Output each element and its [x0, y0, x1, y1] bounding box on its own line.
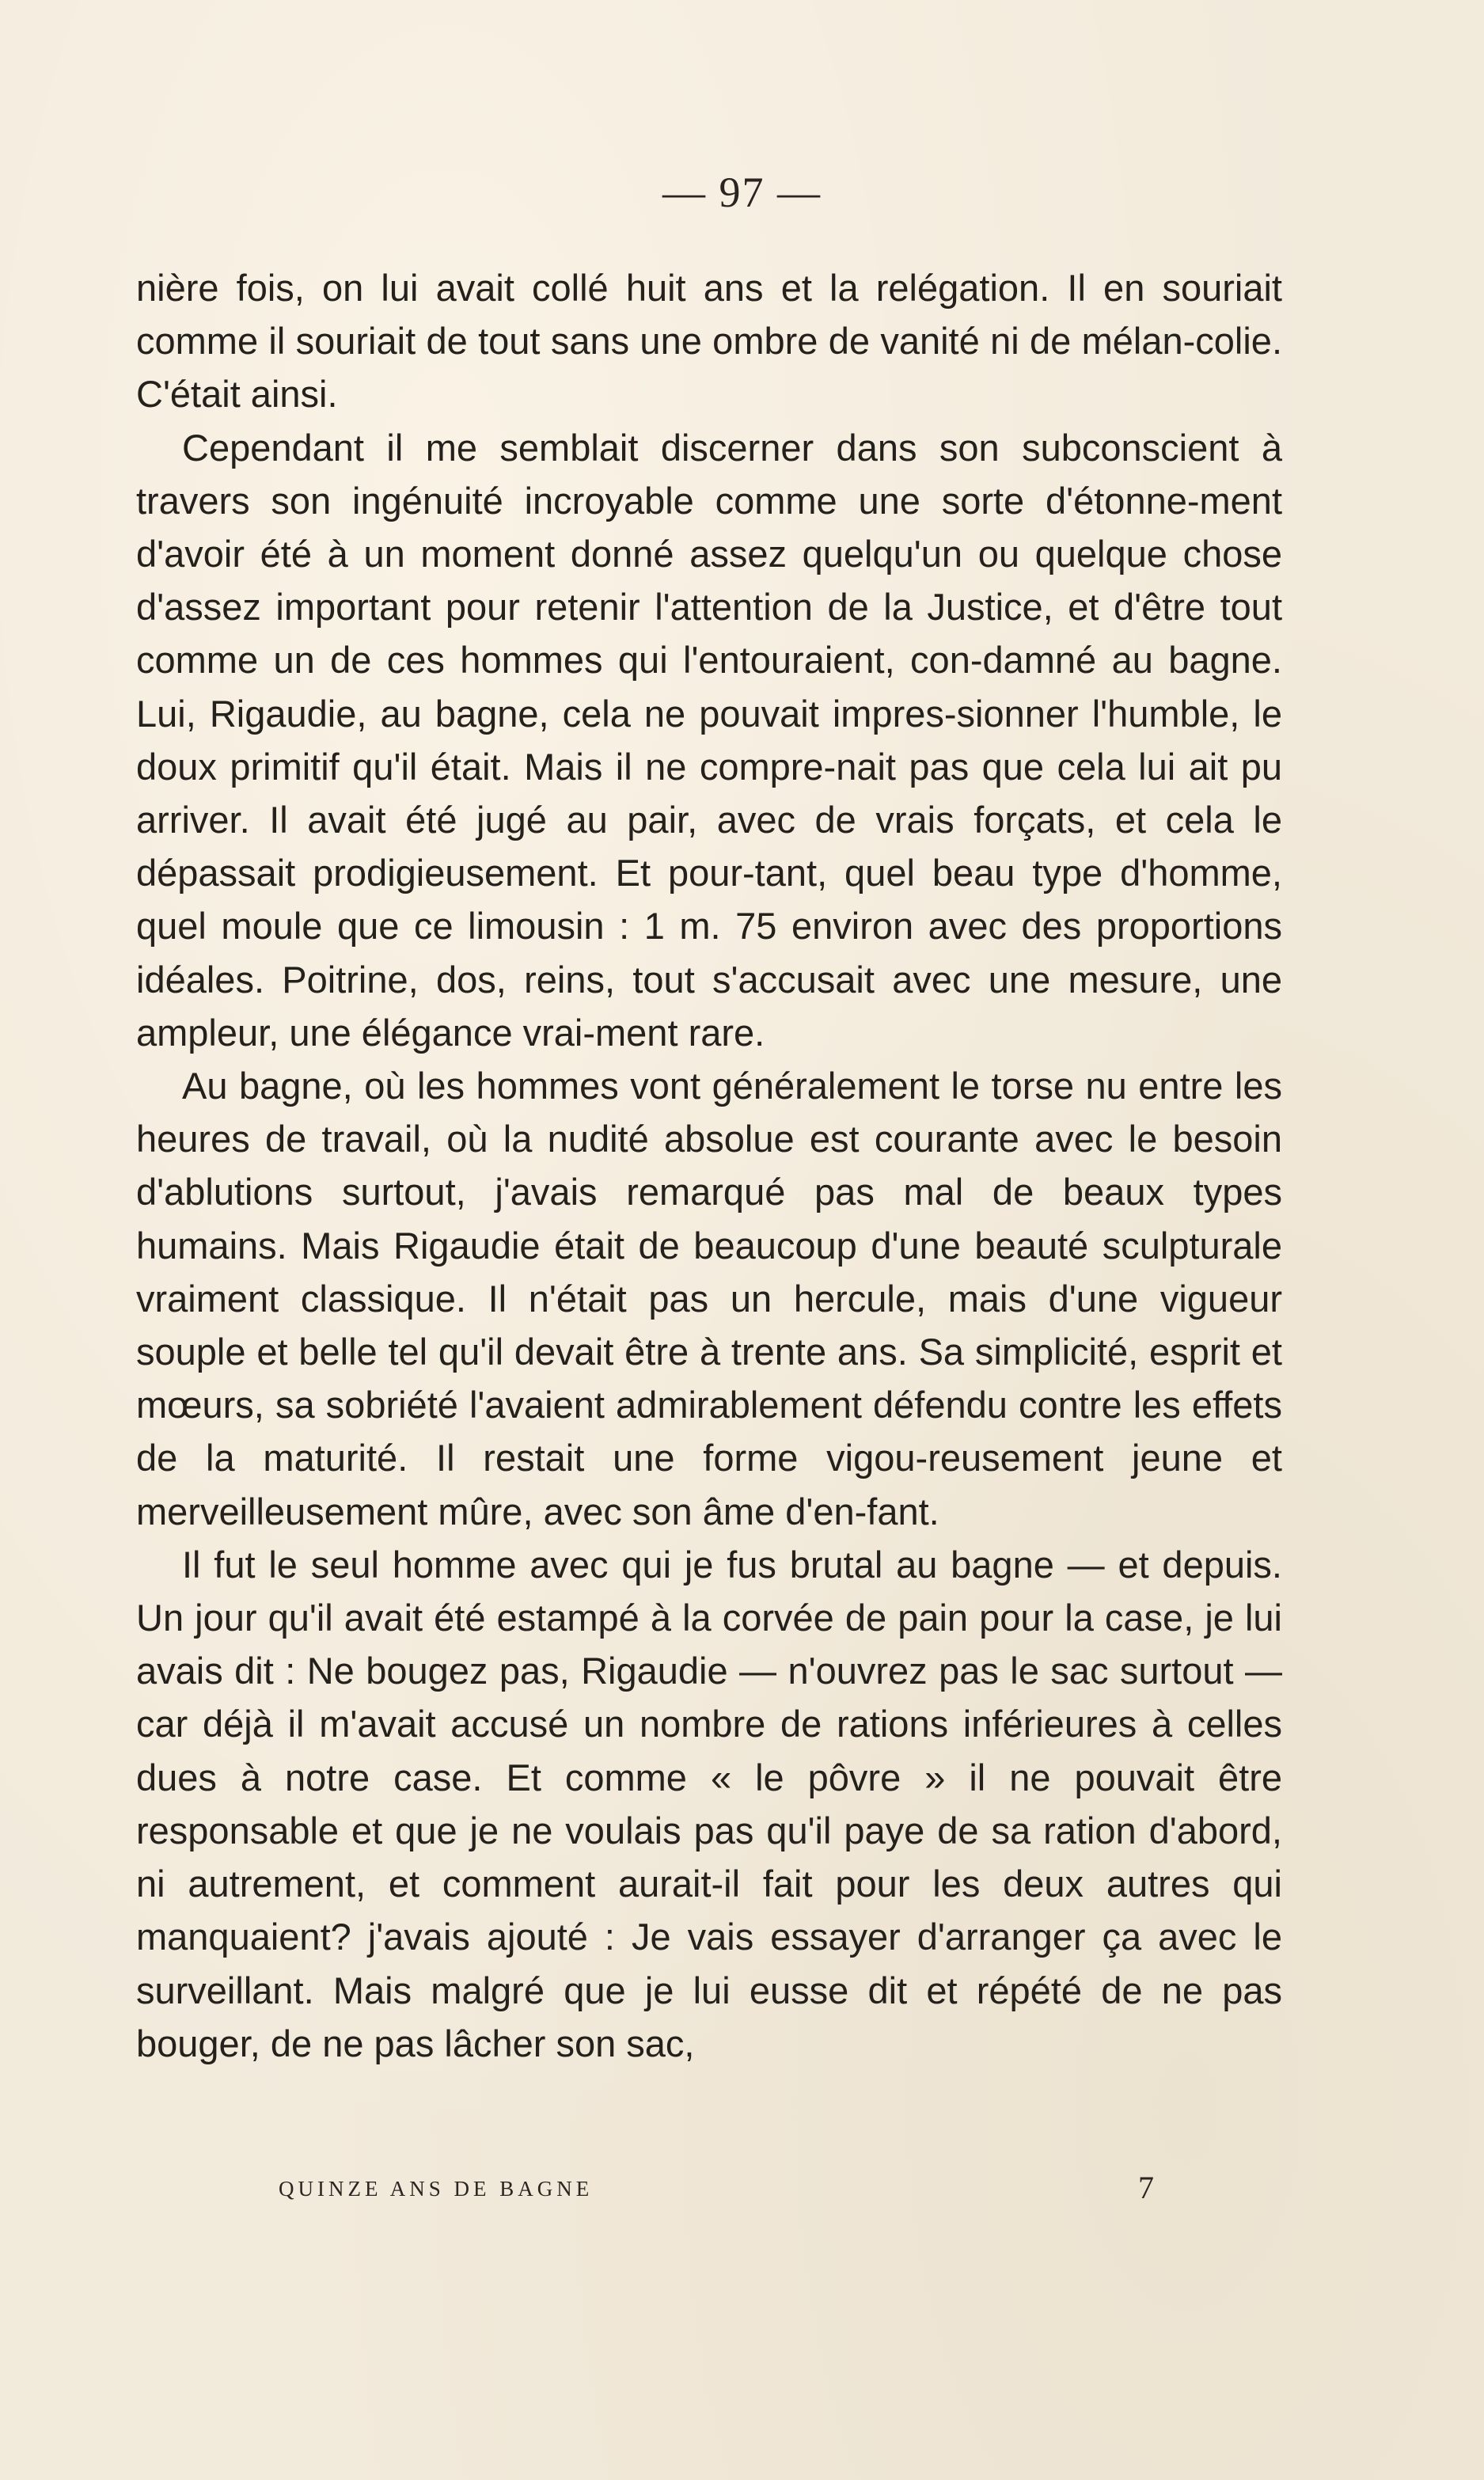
paragraph: Il fut le seul homme avec qui je fus brutal au bagne — et depuis. Un jour qu'il avait été estampé à la corvée de pain pour la case, je lui avais dit : Ne bougez pas, Rigaudie — n'ouvrez pas le sac surtout — car déjà il m'avait accusé un nombre de rations inférieures à celles dues à notre case. Et comme « le pôvre » il ne pouvait être responsable et que je ne voulais pas qu'il paye de sa ration d'abord, ni autrement, et comment aurait-il fait pour les deux autres qui manquaient? j'avais ajouté : Je vais essayer d'arranger ça avec le surveillant. Mais malgré que je lui eusse dit et répété de ne pas bouger, de ne pas lâcher son sac,	[136, 1543, 1282, 2064]
printer-signature-mark: 7	[1138, 2170, 1154, 2205]
paragraph: nière fois, on lui avait collé huit ans et la relégation. Il en souriait comme il souriait de tout sans une ombre de vanité ni de mélan-colie. C'était ainsi.	[136, 267, 1282, 416]
paragraph: Au bagne, où les hommes vont généralement le torse nu entre les heures de travail, où la nudité absolue est courante avec le besoin d'ablutions surtout, j'avais remarqué pas mal de beaux types humains. Mais Rigaudie était de beaucoup d'une beauté sculpturale vraiment classique. Il n'était pas un hercule, mais d'une vigueur souple et belle tel qu'il devait être à trente ans. Sa simplicité, esprit et mœurs, sa sobriété l'avaient admirablement défendu contre les effets de la maturité. Il restait une forme vigou-reusement jeune et merveilleusement mûre, avec son âme d'en-fant.	[136, 1065, 1282, 1532]
running-title: QUINZE ANS DE BAGNE	[279, 2177, 594, 2201]
paragraph: Cependant il me semblait discerner dans son subconscient à travers son ingénuité incroyable comme une sorte d'étonne-ment d'avoir été à un moment donné assez quelqu'un ou quelque chose d'assez important pour retenir l'attention de la Justice, et d'être tout comme un de ces hommes qui l'entouraient, con-damné au bagne. Lui, Rigaudie, au bagne, cela ne pouvait impres-sionner l'humble, le doux primitif qu'il était. Mais il ne compre-nait pas que cela lui ait pu arriver. Il avait été jugé au pair, avec de vrais forçats, et cela le dépassait prodigieusement. Et pour-tant, quel beau type d'homme, quel moule que ce limousin : 1 m. 75 environ avec des proportions idéales. Poitrine, dos, reins, tout s'accusait avec une mesure, une ampleur, une élégance vrai-ment rare.	[136, 426, 1282, 1054]
page-number: — 97 —	[662, 169, 822, 216]
body-text	[136, 261, 1282, 2070]
page-footer	[0, 2170, 1484, 2224]
